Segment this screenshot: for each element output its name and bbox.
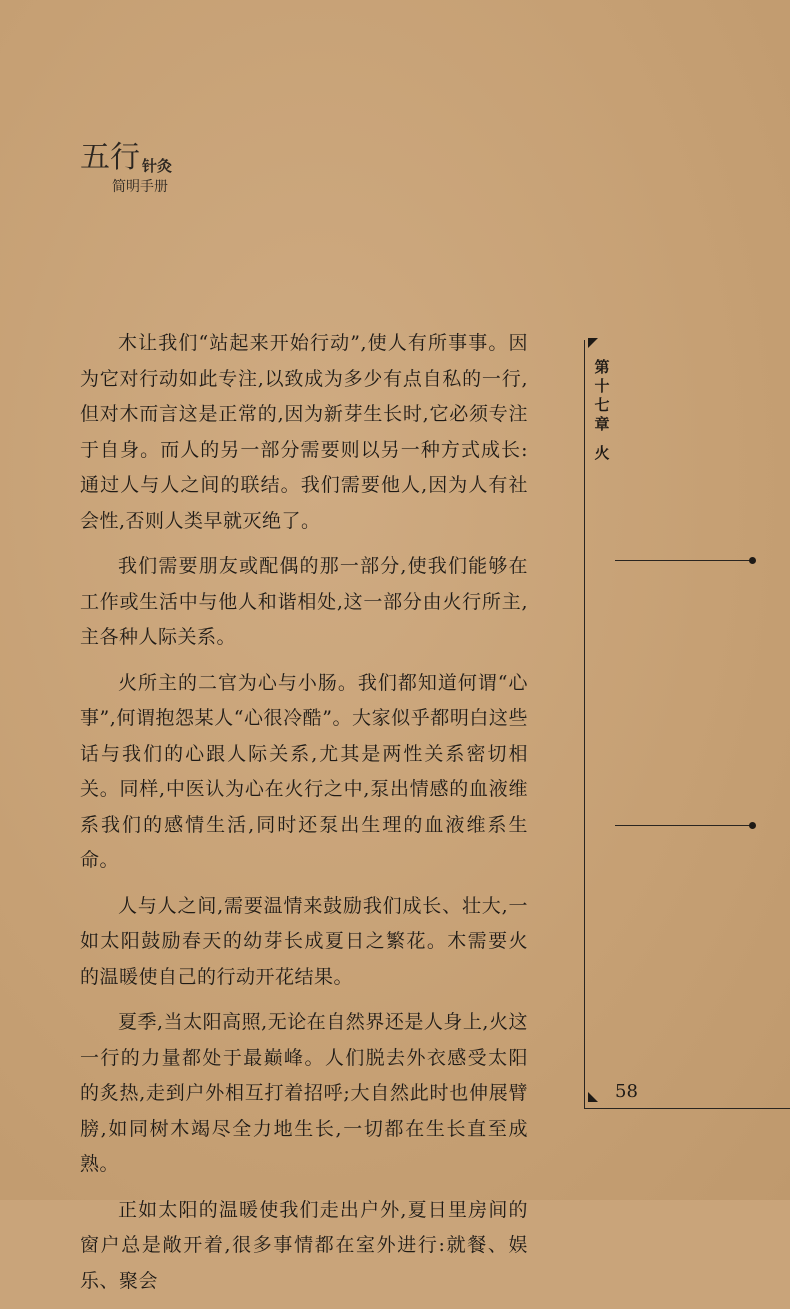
book-subtitle: 简明手册	[112, 179, 168, 195]
paragraph: 夏季,当太阳高照,无论在自然界还是人身上,火这一行的力量都处于最巅峰。人们脱去外衣感受太阳的炙热,走到户外相互打着招呼;大自然此时也伸展臂膀,如同树木竭尽全力地生长,一切都在生长直至成熟。	[80, 1011, 528, 1175]
section-marker-dot-icon	[749, 822, 756, 829]
running-header	[80, 132, 172, 196]
corner-triangle-icon	[588, 1092, 598, 1102]
paragraph: 我们需要朋友或配偶的那一部分,使我们能够在工作或生活中与他人和谐相处,这一部分由火行所主,主各种人际关系。	[80, 555, 528, 648]
section-marker-line	[615, 560, 751, 561]
corner-triangle-icon	[588, 338, 598, 348]
book-title-suffix: 针灸	[142, 157, 173, 175]
body-text	[80, 326, 528, 1309]
book-title: 五行	[80, 140, 140, 175]
sidebar-bottom-rule	[584, 1108, 790, 1109]
paragraph: 人与人之间,需要温情来鼓励我们成长、壮大,一如太阳鼓励春天的幼芽长成夏日之繁花。木需要火的温暖使自己的行动开花结果。	[80, 894, 528, 988]
paragraph: 木让我们“站起来开始行动”,使人有所事事。因为它对行动如此专注,以致成为多少有点自私的一行,但对木而言这是正常的,因为新芽生长时,它必须专注于自身。而人的另一部分需要则以另一种方式成长:通过人与人之间的联结。我们需要他人,因为人有社会性,否则人类早就灭绝了。	[80, 332, 528, 532]
chapter-title: 火	[594, 444, 610, 462]
chapter-label-char: 七	[594, 396, 610, 414]
chapter-label-char: 第	[594, 358, 610, 376]
chapter-label	[587, 358, 617, 463]
paragraph: 正如太阳的温暖使我们走出户外,夏日里房间的窗户总是敞开着,很多事情都在室外进行:就餐、娱乐、聚会	[80, 1198, 528, 1292]
chapter-label-char: 十	[594, 377, 610, 395]
paragraph: 火所主的二官为心与小肠。我们都知道何谓“心事”,何谓抱怨某人“心很冷酷”。大家似乎都明白这些话与我们的心跟人际关系,尤其是两性关系密切相关。同样,中医认为心在火行之中,泵出情感的血液维系我们的感情生活,同时还泵出生理的血液维系生命。	[80, 671, 528, 871]
sidebar-rule	[584, 340, 585, 1108]
chapter-sidebar	[577, 330, 790, 1110]
section-marker-line	[615, 825, 751, 826]
page-number: 58	[615, 1081, 638, 1102]
chapter-label-char: 章	[594, 415, 610, 433]
section-marker-dot-icon	[749, 557, 756, 564]
